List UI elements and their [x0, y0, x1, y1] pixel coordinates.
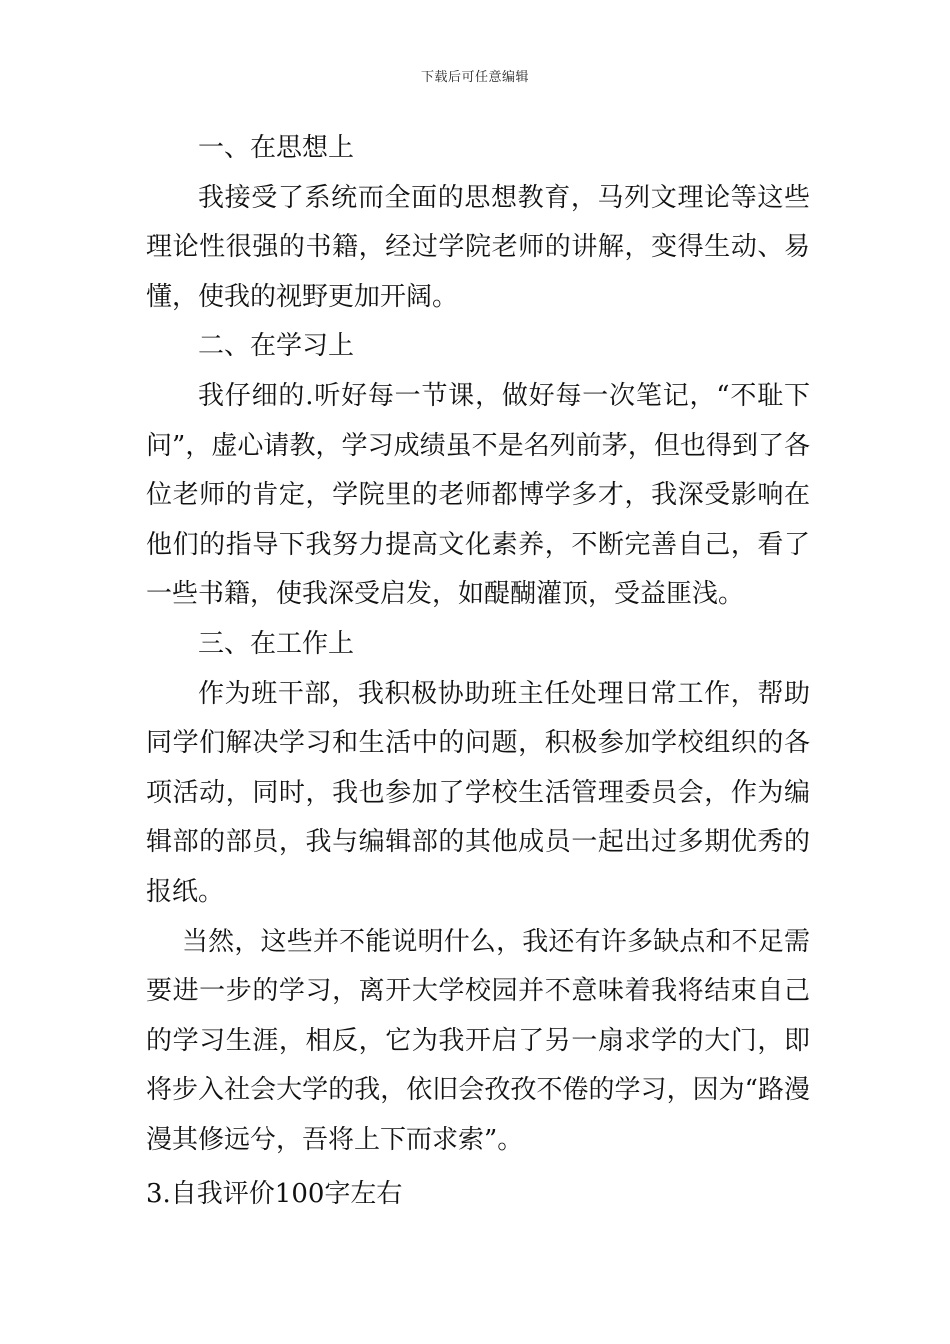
section-heading-study: 二、在学习上	[198, 331, 355, 362]
closing-paragraph: 当然，这些并不能说明什么，我还有许多缺点和不足需要进一步的学习，离开大学校园并不意味着我将结束自己的学习生涯，相反，它为我开启了另一扇求学的大门，即将步入社会大学的我，依旧会孜孜不倦的学习，因为“路漫漫其修远兮，吾将上下而求索”。	[146, 926, 810, 1155]
section-paragraph-work: 作为班干部，我积极协助班主任处理日常工作，帮助同学们解决学习和生活中的问题，积极参加学校组织的各项活动，同时，我也参加了学校生活管理委员会，作为编辑部的部员，我与编辑部的其他成员一起出过多期优秀的报纸。	[146, 678, 810, 907]
document-body	[146, 124, 810, 1165]
section-paragraph-thought: 我接受了系统而全面的思想教育，马列文理论等这些理论性很强的书籍，经过学院老师的讲解，变得生动、易懂，使我的视野更加开阔。	[146, 182, 810, 312]
item-title-self-evaluation: 3.自我评价100字左右	[146, 1179, 403, 1209]
section-heading-thought: 一、在思想上	[198, 133, 355, 163]
section-paragraph-study: 我仔细的.听好每一节课，做好每一次笔记，“不耻下问”，虚心请教，学习成绩虽不是名列前茅，但也得到了各位老师的肯定，学院里的老师都博学多才，我深受影响在他们的指导下我努力提高文化素养，不断完善自己，看了一些书籍，使我深受启发，如醍醐灌顶，受益匪浅。	[146, 380, 810, 610]
header-note: 下载后可任意编辑	[420, 70, 529, 85]
section-heading-work: 三、在工作上	[198, 628, 355, 659]
